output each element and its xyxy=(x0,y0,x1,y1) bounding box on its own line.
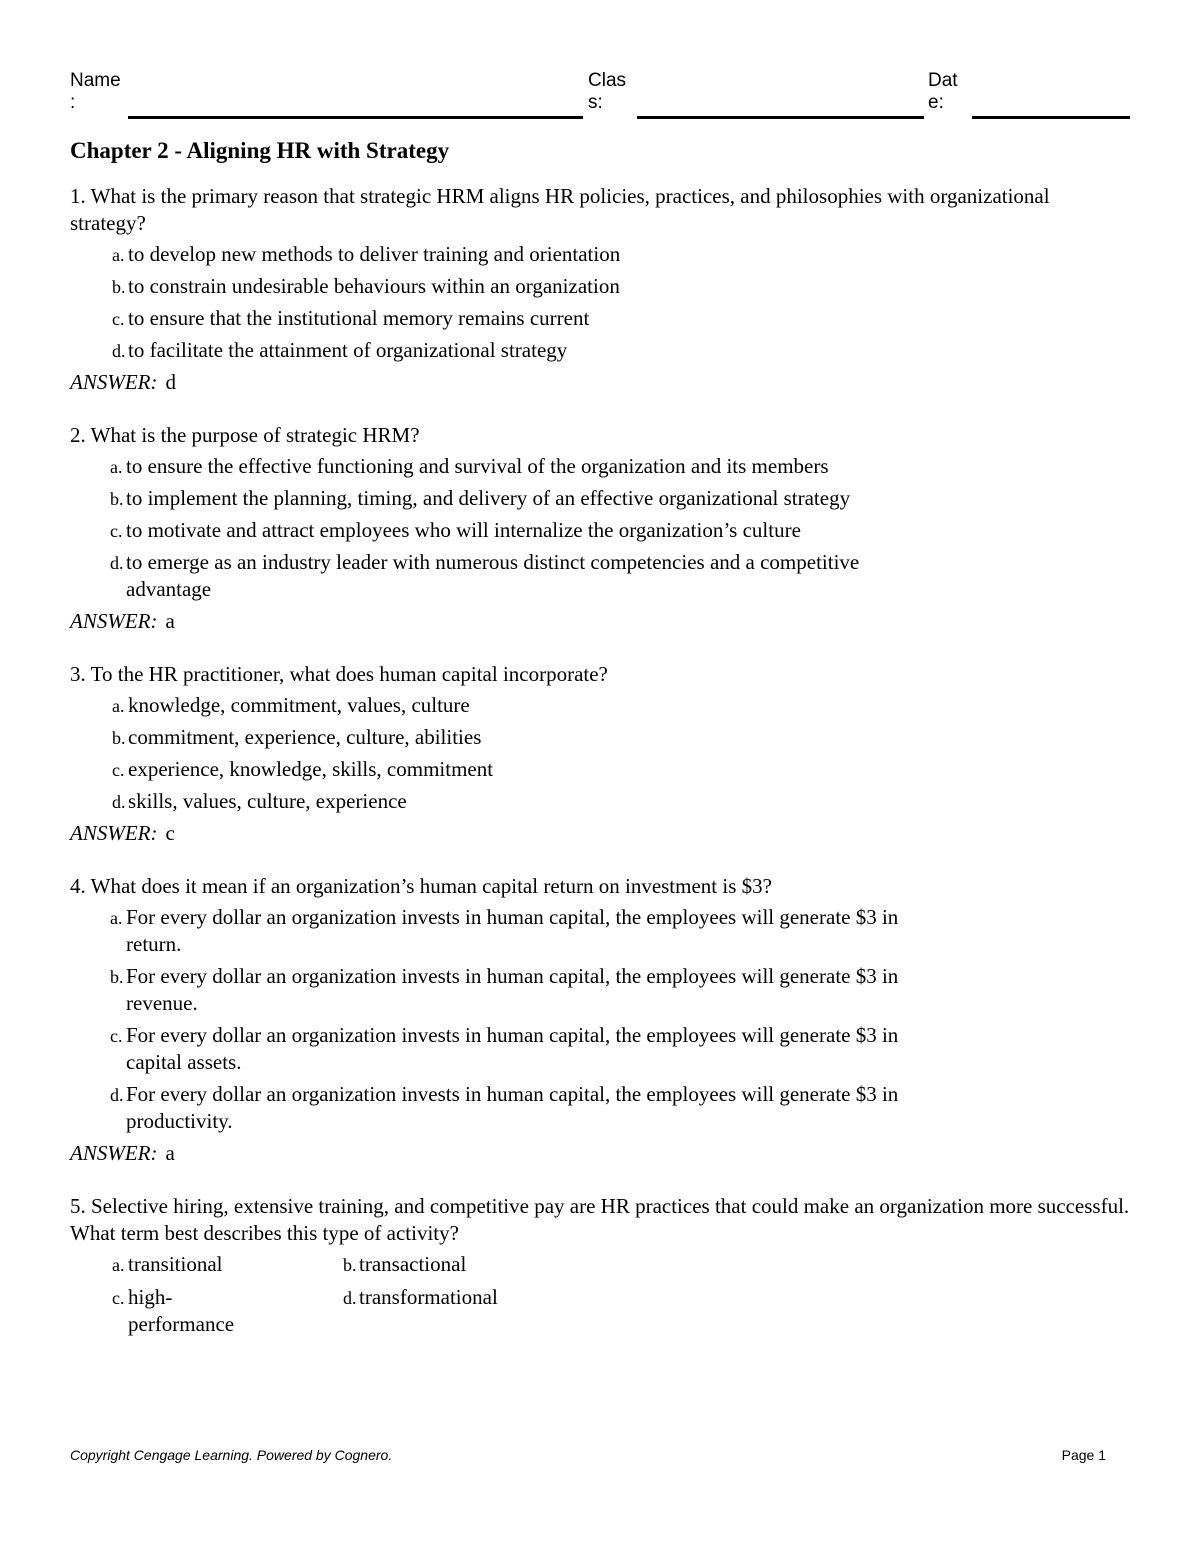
answer-line: ANSWER: d xyxy=(70,370,176,394)
question-list xyxy=(70,183,1130,1347)
question-2 xyxy=(70,422,1130,635)
option-d[interactable]: d. transformational xyxy=(343,1285,498,1309)
option-d[interactable]: d. skills, values, culture, experience xyxy=(112,789,407,813)
option-d[interactable]: d. to emerge as an industry leader with numerous distinct competencies and a competitive advantage xyxy=(110,550,860,601)
option-b[interactable]: b. For every dollar an organization invests in human capital, the employees will generate $3 in revenue. xyxy=(110,964,899,1015)
question-1 xyxy=(70,183,1130,396)
option-b[interactable]: b. to implement the planning, timing, and delivery of an effective organizational strategy xyxy=(110,486,851,510)
question-stem: 3. To the HR practitioner, what does human capital incorporate? xyxy=(70,662,608,686)
class-field-label: Clas s: xyxy=(588,70,627,113)
option-a[interactable]: a. For every dollar an organization invests in human capital, the employees will generate $3 in return. xyxy=(110,905,899,956)
question-stem: 4. What does it mean if an organization’s human capital return on investment is $3? xyxy=(70,874,772,898)
class-input-line[interactable] xyxy=(637,116,924,119)
answer-line: ANSWER: a xyxy=(70,1141,175,1165)
question-stem: 5. Selective hiring, extensive training, and competitive pay are HR practices that could make an organization more successful. What term best describes this type of activity? xyxy=(70,1194,1130,1245)
question-stem: 1. What is the primary reason that strategic HRM aligns HR policies, practices, and philosophies with organizational strategy? xyxy=(70,184,1050,235)
option-b[interactable]: b. to constrain undesirable behaviours within an organization xyxy=(112,274,620,298)
option-a[interactable]: a. to develop new methods to deliver training and orientation xyxy=(112,242,621,266)
question-5 xyxy=(70,1193,1130,1347)
page-number: Page 1 xyxy=(1061,1447,1106,1463)
option-c[interactable]: c. to motivate and attract employees who will internalize the organization’s culture xyxy=(110,518,801,542)
name-field-label: Name : xyxy=(70,70,121,113)
date-field-label: Dat e: xyxy=(928,70,958,113)
answer-value: d xyxy=(165,370,176,394)
question-stem: 2. What is the purpose of strategic HRM? xyxy=(70,423,420,447)
option-a[interactable]: a. transitional xyxy=(112,1252,223,1276)
answer-line: ANSWER: c xyxy=(70,821,175,845)
copyright-notice: Copyright Cengage Learning. Powered by Cognero. xyxy=(70,1447,393,1463)
answer-value: a xyxy=(165,609,175,633)
option-a[interactable]: a. to ensure the effective functioning and survival of the organization and its members xyxy=(110,454,829,478)
answer-line: ANSWER: a xyxy=(70,609,175,633)
option-c[interactable]: c. to ensure that the institutional memory remains current xyxy=(112,306,590,330)
option-c[interactable]: c. For every dollar an organization invests in human capital, the employees will generate $3 in capital assets. xyxy=(110,1023,899,1074)
option-b[interactable]: b. transactional xyxy=(343,1252,467,1276)
chapter-title: Chapter 2 - Aligning HR with Strategy xyxy=(70,138,450,163)
question-4 xyxy=(70,873,1130,1167)
option-a[interactable]: a. knowledge, commitment, values, culture xyxy=(112,693,470,717)
date-input-line[interactable] xyxy=(972,116,1130,119)
question-3 xyxy=(70,661,1130,847)
option-grid xyxy=(70,1251,1130,1347)
option-d[interactable]: d. to facilitate the attainment of organizational strategy xyxy=(112,338,568,362)
option-d[interactable]: d. For every dollar an organization invests in human capital, the employees will generate $3 in productivity. xyxy=(110,1082,899,1133)
option-b[interactable]: b. commitment, experience, culture, abilities xyxy=(112,725,482,749)
option-c[interactable]: c. high-performance xyxy=(112,1285,235,1336)
name-input-line[interactable] xyxy=(128,116,583,119)
answer-value: c xyxy=(165,821,175,845)
option-c[interactable]: c. experience, knowledge, skills, commitment xyxy=(112,757,494,781)
answer-value: a xyxy=(165,1141,175,1165)
